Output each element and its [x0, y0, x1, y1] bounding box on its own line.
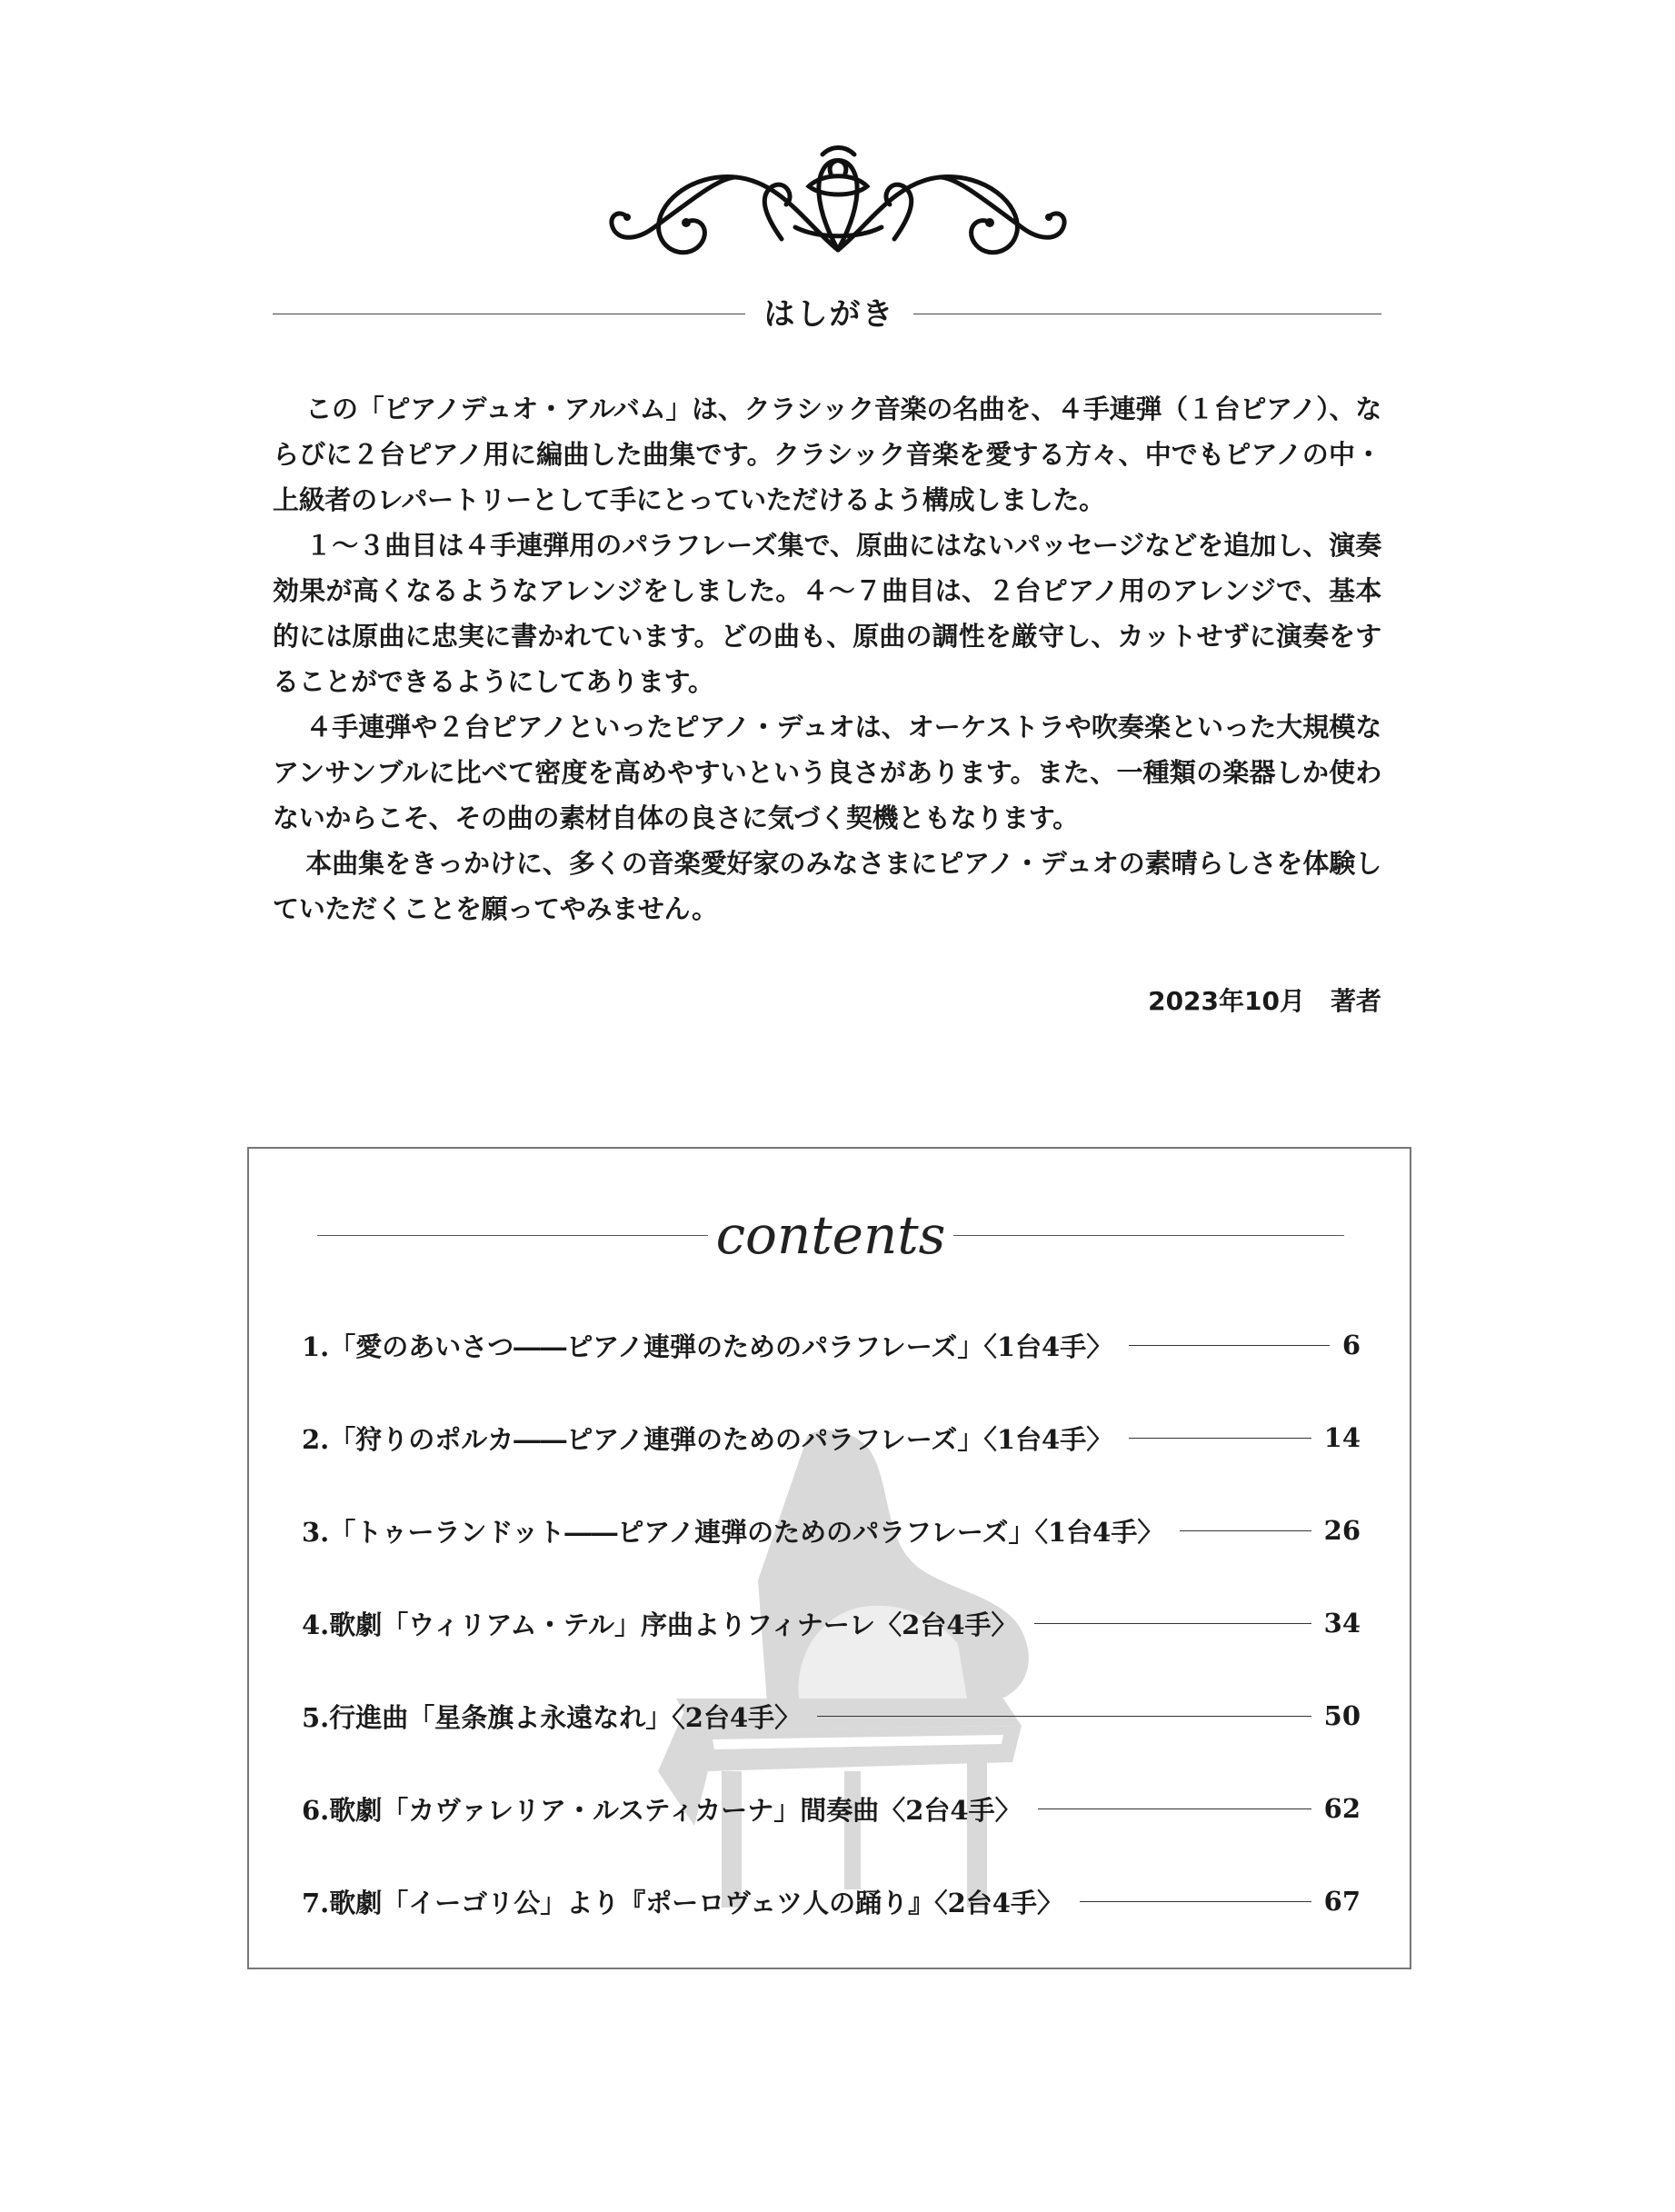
preface-paragraph: 本曲集をきっかけに、多くの音楽愛好家のみなさまにピアノ・デュオの素晴らしさを体験していただくことを願ってやみません。: [273, 848, 1381, 924]
toc-entry[interactable]: [302, 1484, 1361, 1577]
preface-heading: はしがき: [763, 296, 895, 333]
toc-leader-line: [817, 1716, 1311, 1717]
toc-entry-page: 67: [1323, 1886, 1361, 1917]
toc-leader-line: [1129, 1345, 1330, 1346]
toc-entry-title: 3.「トゥーランドット――ピアノ連弾のためのパラフレーズ」〈1台4手〉: [302, 1516, 1164, 1548]
toc-entry[interactable]: [302, 1855, 1361, 1948]
contents-heading: contents: [715, 1204, 946, 1266]
toc-entry[interactable]: [302, 1299, 1361, 1391]
toc-entry-title: 1.「愛のあいさつ――ピアノ連弾のためのパラフレーズ」〈1台4手〉: [302, 1330, 1113, 1362]
toc-leader-line: [1038, 1808, 1311, 1809]
toc-list: [302, 1299, 1361, 1948]
preface-paragraph: ４手連弾や２台ピアノといったピアノ・デュオは、オーケストラや吹奏楽といった大規模なアンサンブルに比べて密度を高めやすいという良さがあります。また、一種類の楽器しか使わないからこそ、その曲の素材自体の良さに気づく契機ともなります。: [273, 712, 1381, 833]
contents-rule-left: [317, 1235, 708, 1236]
toc-entry-title: 2.「狩りのポルカ――ピアノ連弾のためのパラフレーズ」〈1台4手〉: [302, 1423, 1113, 1455]
toc-entry-page: 14: [1323, 1422, 1361, 1453]
toc-entry-page: 50: [1323, 1700, 1361, 1731]
toc-entry[interactable]: [302, 1391, 1361, 1484]
preface-heading-row: [273, 289, 1381, 340]
toc-entry-page: 62: [1323, 1793, 1361, 1824]
toc-entry[interactable]: [302, 1762, 1361, 1855]
toc-leader-line: [1129, 1438, 1311, 1439]
preface-paragraph: この「ピアノデュオ・アルバム」は、クラシック音楽の名曲を、４手連弾（１台ピアノ）、ならびに２台ピアノ用に編曲した曲集です。クラシック音楽を愛する方々、中でもピアノの中・上級者のレパートリーとして手にとっていただけるよう構成しました。: [273, 394, 1381, 515]
toc-entry[interactable]: [302, 1669, 1361, 1762]
toc-leader-line: [1180, 1530, 1311, 1531]
preface-signature: 2023年10月 著者: [1148, 986, 1381, 1016]
toc-entry-title: 6.歌劇「カヴァレリア・ルスティカーナ」間奏曲〈2台4手〉: [302, 1794, 1022, 1826]
toc-entry-title: 4.歌劇「ウィリアム・テル」序曲よりフィナーレ〈2台4手〉: [302, 1609, 1018, 1640]
toc-entry-title: 5.行進曲「星条旗よ永遠なれ」〈2台4手〉: [302, 1701, 802, 1733]
toc-leader-line: [1080, 1901, 1311, 1902]
toc-entry[interactable]: [302, 1577, 1361, 1669]
toc-entry-page: 26: [1323, 1515, 1361, 1546]
toc-entry-page: 34: [1323, 1608, 1361, 1639]
toc-leader-line: [1034, 1623, 1311, 1624]
toc-entry-title: 7.歌劇「イーゴリ公」より『ポーロヴェツ人の踊り』〈2台4手〉: [302, 1887, 1063, 1918]
preface-body: [273, 386, 1381, 932]
contents-rule-right: [953, 1235, 1344, 1236]
flourish-ornament-icon: [600, 141, 1077, 277]
contents-box: [247, 1147, 1411, 1969]
contents-heading-row: [317, 1199, 1344, 1271]
toc-entry-page: 6: [1341, 1330, 1361, 1360]
preface-paragraph: １～３曲目は４手連弾用のパラフレーズ集で、原曲にはないパッセージなどを追加し、演奏効果が高くなるようなアレンジをしました。４～７曲目は、２台ピアノ用のアレンジで、基本的には原曲に忠実に書かれています。どの曲も、原曲の調性を厳守し、カットせずに演奏をすることができるようにしてあります。: [273, 530, 1381, 697]
